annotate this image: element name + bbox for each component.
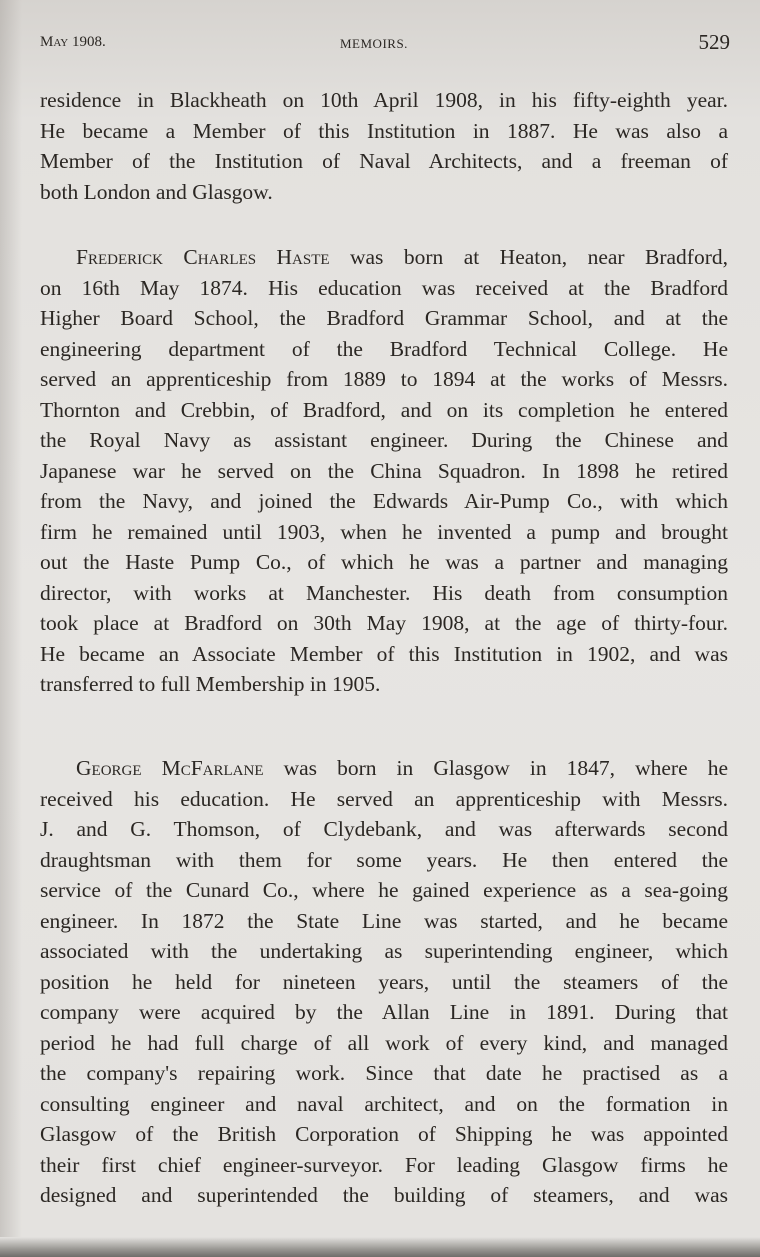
text-line: J. and G. Thomson, of Clydebank, and was afterwards second [40, 817, 728, 841]
text-fragment: was born in Glasgow in 1847, where he [263, 756, 728, 780]
text-line: on 16th May 1874. His education was received at the Bradford [40, 275, 728, 300]
text-line: engineer. In 1872 the State Line was started, and he became [40, 908, 728, 933]
text-line: associated with the undertaking as superintending engineer, which [40, 939, 728, 963]
text-line: the Royal Navy as assistant engineer. During the Chinese and [40, 428, 728, 452]
text-line: He became an Associate Member of this Institution in 1902, and was [40, 641, 728, 666]
text-line: Member of the Institution of Naval Architects, and a freeman of [40, 149, 728, 173]
text-line: designed and superintended the building of steamers, and was [40, 1183, 728, 1207]
text-line [40, 242, 728, 273]
text-line: residence in Blackheath on 10th April 1908, in his fifty-eighth year. [40, 88, 728, 112]
paragraph-continuation [40, 85, 728, 207]
text-line: Glasgow of the British Corporation of Shipping he was appointed [40, 1122, 728, 1146]
text-line: the company's repairing work. Since that date he practised as a [40, 1061, 728, 1085]
text-line: position he held for nineteen years, until the steamers of the [40, 969, 728, 994]
text-line: served an apprenticeship from 1889 to 1894 at the works of Messrs. [40, 367, 728, 391]
text-line: firm he remained until 1903, when he invented a pump and brought [40, 519, 728, 544]
memoir-name: Frederick Charles Haste [76, 245, 330, 269]
text-line: both London and Glasgow. [40, 179, 273, 204]
text-line: received his education. He served an apprenticeship with Messrs. [40, 786, 728, 811]
text-line: out the Haste Pump Co., of which he was a partner and managing [40, 550, 728, 574]
text-line: He became a Member of this Institution in 1887. He was also a [40, 118, 728, 143]
text-line: Thornton and Crebbin, of Bradford, and on its completion he entered [40, 397, 728, 422]
text-line: Japanese war he served on the China Squadron. In 1898 he retired [40, 458, 728, 483]
text-line: Higher Board School, the Bradford Grammar School, and at the [40, 306, 728, 330]
text-line [40, 753, 728, 784]
running-header [40, 30, 730, 58]
text-line: company were acquired by the Allan Line in 1891. During that [40, 1000, 728, 1024]
memoir-mcfarlane [40, 753, 728, 1211]
text-line: draughtsman with them for some years. He then entered the [40, 847, 728, 872]
page-number: 529 [698, 30, 730, 54]
memoir-haste [40, 242, 728, 700]
text-line: director, with works at Manchester. His death from consumption [40, 580, 728, 605]
header-date: May 1908. [40, 34, 106, 50]
text-line: service of the Cunard Co., where he gained experience as a sea-going [40, 878, 728, 902]
text-line: transferred to full Membership in 1905. [40, 672, 381, 696]
text-line: consulting engineer and naval architect, and on the formation in [40, 1091, 728, 1116]
text-fragment: was born at Heaton, near Bradford, [329, 245, 728, 269]
text-line: their first chief engineer-surveyor. For leading Glasgow firms he [40, 1152, 728, 1177]
text-line: engineering department of the Bradford Technical College. He [40, 336, 728, 361]
header-section-title: MEMOIRS. [340, 36, 408, 51]
page-edge-shadow [0, 0, 22, 1257]
text-line: period he had full charge of all work of every kind, and managed [40, 1030, 728, 1055]
text-line: from the Navy, and joined the Edwards Air-Pump Co., with which [40, 489, 728, 513]
page-bottom-shadow [0, 1237, 760, 1257]
memoir-name: George McFarlane [76, 756, 264, 780]
text-line: took place at Bradford on 30th May 1908, at the age of thirty-four. [40, 611, 728, 635]
